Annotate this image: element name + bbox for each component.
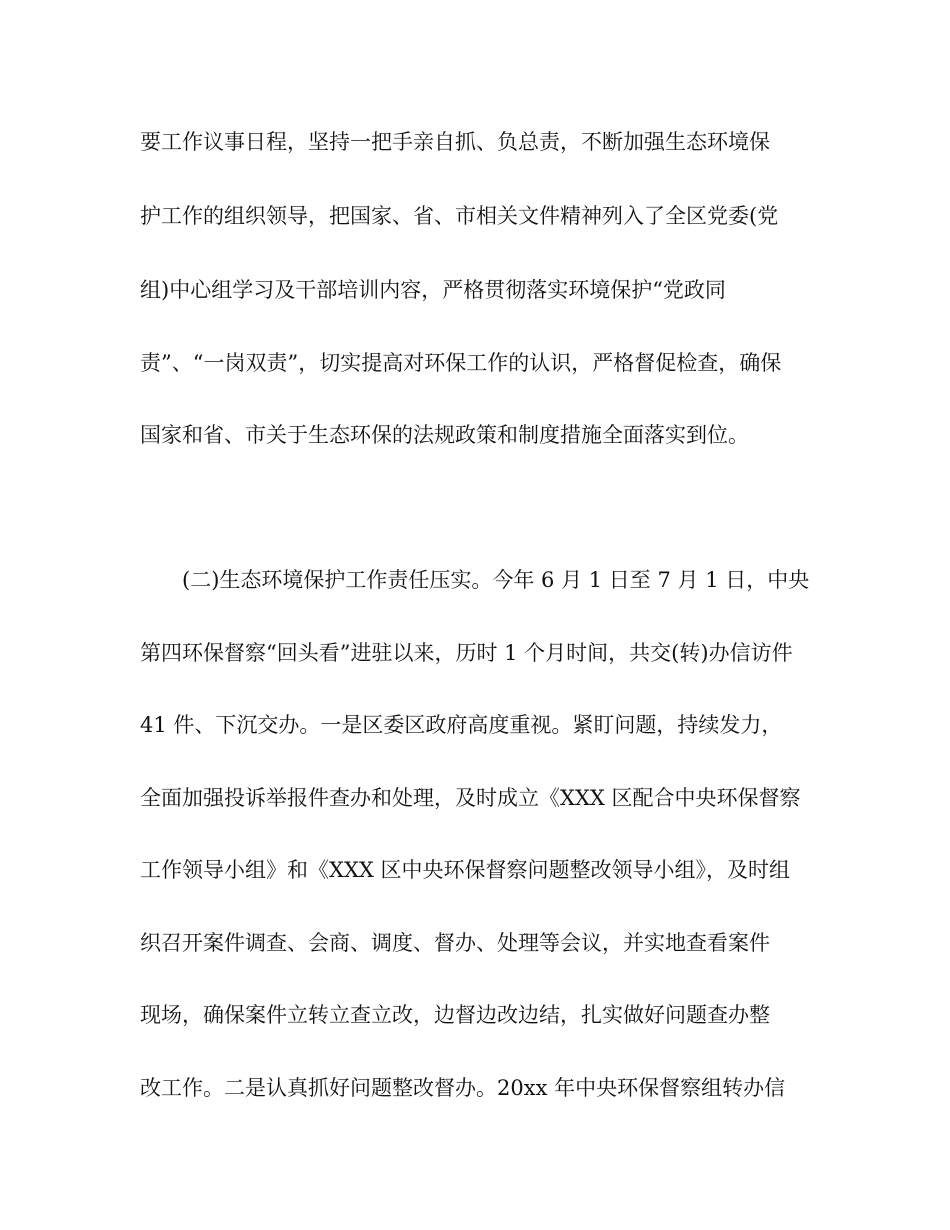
paragraph-line: 护工作的组织领导，把国家、省、市相关文件精神列入了全区党委(党: [140, 204, 779, 228]
paragraph-line: 现场，确保案件立转立查立改，边督边改边结，扎实做好问题查办整: [140, 1003, 770, 1027]
paragraph-line: 织召开案件调查、会商、调度、督办、处理等会议，并实地查看案件: [140, 931, 770, 955]
paragraph-line: 组)中心组学习及干部培训内容，严格贯彻落实环境保护“党政同: [140, 278, 726, 302]
paragraph-line: 第四环保督察“回头看”进驻以来，历时 1 个月时间，共交(转)办信访件: [140, 641, 793, 665]
paragraph-line: 全面加强投诉举报件查办和处理，及时成立《XXX 区配合中央环保督察: [140, 786, 801, 810]
paragraph-line: 41 件、下沉交办。一是区委区政府高度重视。紧盯问题，持续发力，: [140, 713, 783, 737]
paragraph-line: 工作领导小组》和《XXX 区中央环保督察问题整改领导小组》，及时组: [140, 858, 791, 882]
paragraph-line: (二)生态环境保护工作责任压实。今年 6 月 1 日至 7 月 1 日，中央: [182, 568, 810, 592]
paragraph-line: 国家和省、市关于生态环保的法规政策和制度措施全面落实到位。: [140, 423, 749, 447]
paragraph-line: 改工作。二是认真抓好问题整改督办。20xx 年中央环保督察组转办信: [140, 1076, 786, 1100]
paragraph-line: 要工作议事日程，坚持一把手亲自抓、负总责，不断加强生态环境保: [140, 130, 770, 154]
paragraph-line: 责”、“一岗双责”，切实提高对环保工作的认识，严格督促检查，确保: [140, 351, 782, 375]
